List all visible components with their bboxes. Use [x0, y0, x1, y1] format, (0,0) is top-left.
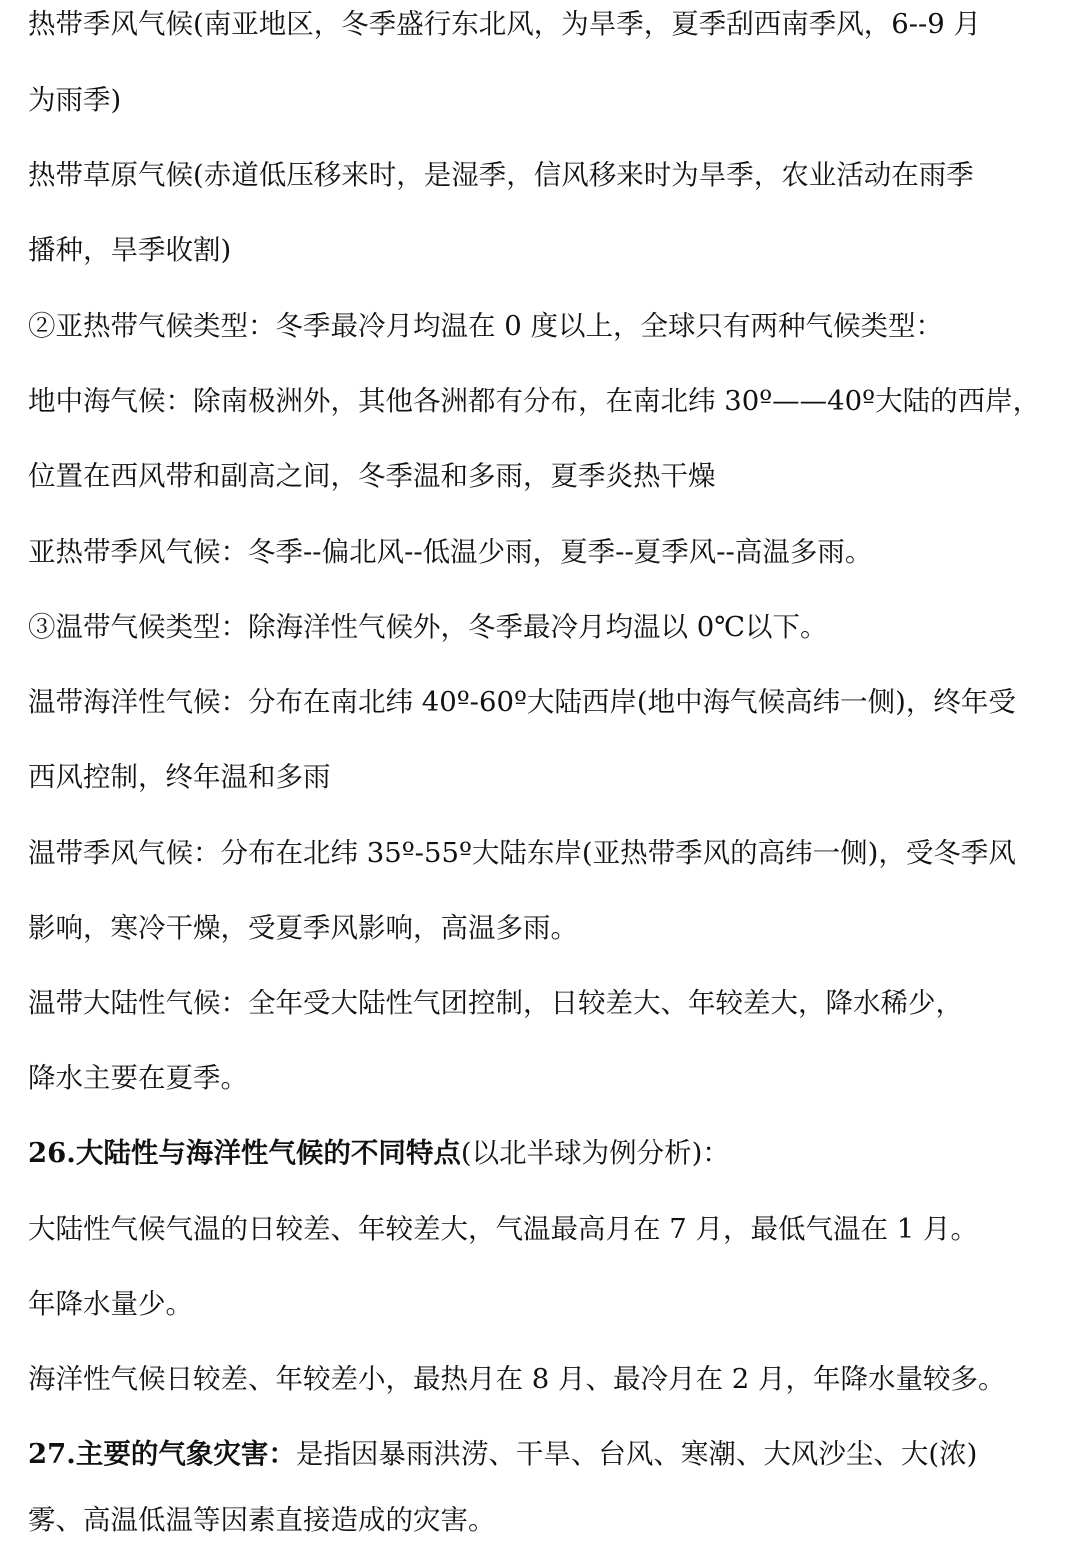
section-heading-27: [28, 1434, 977, 1474]
text-line: 温带海洋性气候：分布在南北纬 40º-60º大陆西岸(地中海气候高纬一侧)，终年受: [28, 686, 1016, 718]
text-line: 为雨季): [28, 84, 122, 116]
heading-bold: 27.主要的气象灾害：: [28, 1438, 296, 1470]
text-line: 降水主要在夏季。: [28, 1062, 248, 1094]
text-line: 影响，寒冷干燥，受夏季风影响，高温多雨。: [28, 912, 578, 944]
text-line: 西风控制，终年温和多雨: [28, 761, 331, 793]
heading-rest: 是指因暴雨洪涝、干旱、台风、寒潮、大风沙尘、大(浓): [295, 1438, 978, 1470]
text-line: 热带草原气候(赤道低压移来时，是湿季，信风移来时为旱季，农业活动在雨季: [28, 159, 974, 191]
section-heading-26: [28, 1133, 730, 1173]
text-line: ②亚热带气候类型：冬季最冷月均温在 0 度以上，全球只有两种气候类型：: [28, 310, 943, 342]
document-page: [28, 0, 1041, 1545]
text-line: 雾、高温低温等因素直接造成的灾害。: [28, 1504, 496, 1536]
text-line: 位置在西风带和副高之间，冬季温和多雨，夏季炎热干燥: [28, 460, 716, 492]
text-line: 温带季风气候：分布在北纬 35º-55º大陆东岸(亚热带季风的高纬一侧)，受冬季风: [28, 837, 1016, 869]
heading-bold: 26.大陆性与海洋性气候的不同特点: [28, 1137, 461, 1169]
text-line: ③温带气候类型：除海洋性气候外，冬季最冷月均温以 0℃以下。: [28, 611, 828, 643]
text-line: 播种，旱季收割): [28, 234, 232, 266]
text-line: 大陆性气候气温的日较差、年较差大，气温最高月在 7 月，最低气温在 1 月。: [28, 1213, 978, 1245]
text-line: 亚热带季风气候：冬季--偏北风--低温少雨，夏季--夏季风--高温多雨。: [28, 536, 873, 568]
text-line: 年降水量少。: [28, 1288, 193, 1320]
heading-rest: (以北半球为例分析)：: [460, 1137, 730, 1169]
text-line: 地中海气候：除南极洲外，其他各洲都有分布，在南北纬 30º——40º大陆的西岸，: [28, 385, 1041, 417]
text-line: 海洋性气候日较差、年较差小，最热月在 8 月、最冷月在 2 月，年降水量较多。: [28, 1363, 1006, 1395]
text-line: 温带大陆性气候：全年受大陆性气团控制，日较差大、年较差大，降水稀少，: [28, 987, 963, 1019]
text-line: 热带季风气候(南亚地区，冬季盛行东北风，为旱季，夏季刮西南季风，6--9 月: [28, 8, 982, 40]
